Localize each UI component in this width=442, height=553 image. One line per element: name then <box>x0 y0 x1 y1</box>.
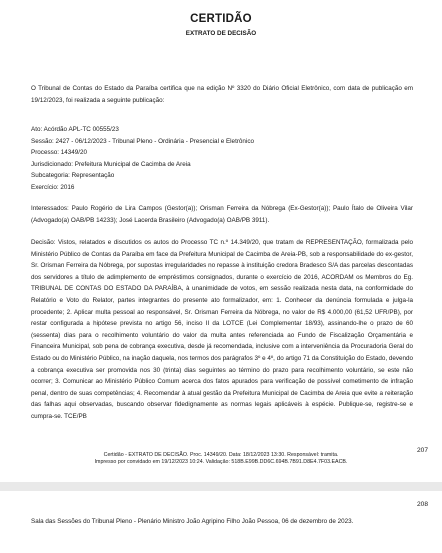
detail-process: Processo: 14349/20 <box>31 149 88 157</box>
decision-text: Decisão: Vistos, relatados e discutidos os autos do Processo TC n.º 14.349/20, que tratam de REPRESENTAÇÃO, formalizada pelo Ministério Público de Contas da Paraíba em face da Prefeitura Municipal de Cacimba de Areia-PB, sob a responsabilidade do ex-gestor, Sr. Orisman Ferreira da Nóbrega, por supostas irregularidades no repasse à instituição credora Bradesco S/A das parcelas descontadas dos servidores a título de adimplemento de empréstimos consignados, durante o exercício de 2016, ACORDAM os Membros do Eg. TRIBUNAL DE CONTAS DO ESTADO DA PARAÍBA, à unanimidade de votos, em sessão realizada nesta data, na conformidade do Relatório e Voto do Relator, partes integrantes do presente ato formalizador, em: 1. Conhecer da denúncia formulada e julga-la procedente; 2. Aplicar multa pessoal ao responsável, Sr. Orisman Ferreira da Nóbrega, no valor de R$ 4.000,00 (61,52 UFR/PB), por restar configurada a hipótese prevista no artigo 56, inciso II da LOTCE (Lei Complementar 18/93), assinando-lhe o prazo de 60 (sessenta) dias para o recolhimento voluntário do valor da multa antes referenciada ao Fundo de Fiscalização Orçamentária e Financeira Municipal, sob pena de cobrança executiva, desde já recomendada, inclusive com a interveniência da Procuradoria Geral do Estado ou do Ministério Público, na inação daquela, nos termos dos parágrafos 3º e 4º, do artigo 71 da Constituição do Estado, devendo a cobrança executiva ser promovida nos 30 (trinta) dias seguintes ao término do prazo para recolhimento voluntário, se este não ocorrer; 3. Comunicar ao Ministério Público Comum acerca dos fatos apurados para verificação de possível cometimento de infração penal, dentro de suas competências; 4. Recomendar à atual gestão da Prefeitura Municipal de Cacimba de Areia que evite a reiteração das falhas aqui observadas, buscando observar fidedignamente as normas legais aplicáveis à espécie. Publique-se, registre-se e cumpra-se. TCE/PB <box>31 239 413 420</box>
closing-paragraph <box>31 516 413 527</box>
intro-text: O Tribunal de Contas do Estado da Paraíba certifica que na edição Nº 3320 do Diário Oficial Eletrônico, com data de publicação em 19/12/2023, foi realizada a seguinte publicação: <box>31 85 413 104</box>
footer-validation-line: Impresso por convidado em 19/12/2023 10:24. Validação: 518B.E99B.DD6C.694B.7B91.D8E4.7F03.EACB. <box>94 459 348 465</box>
detail-session: Sessão: 2427 - 06/12/2023 - Tribunal Pleno - Ordinária - Presencial e Eletrônico <box>31 137 254 145</box>
closing-text: Sala das Sessões do Tribunal Pleno - Plenário Ministro João Agripino Filho João Pessoa, 06 de dezembro de 2023. <box>31 518 354 525</box>
interested-text: Interessados: Paulo Rogério de Lira Campos (Gestor(a)); Orisman Ferreira da Nóbrega (Ex-Gestor(a)); Paulo Ítalo de Oliveira Vilar (Advogado(a) OAB/PB 14233); José Lacerda Brasileiro (Advogado(a) OAB/PB 3911). <box>31 205 413 224</box>
document-title: CERTIDÃO <box>190 13 252 25</box>
intro-paragraph <box>31 83 413 106</box>
detail-fiscal-year: Exercício: 2016 <box>31 183 75 191</box>
page-number: 207 <box>417 447 429 454</box>
footer-certificate-line: Certidão - EXTRATO DE DECISÃO. Proc. 14349/20. Data: 18/12/2023 13:30. Responsável: tramita. <box>103 452 339 458</box>
detail-act: Ato: Acórdão APL-TC 00555/23 <box>31 126 119 133</box>
interested-parties <box>31 203 413 226</box>
detail-jurisdiction: Jurisdicionado: Prefeitura Municipal de Cacimba de Areia <box>31 160 191 168</box>
detail-subcategory: Subcategoria: Representação <box>31 172 115 180</box>
validation-footer <box>0 452 442 466</box>
page-number-next: 208 <box>417 501 429 508</box>
act-details <box>31 124 413 194</box>
decision-paragraph <box>31 237 413 423</box>
document-subtitle: EXTRATO DE DECISÃO <box>185 30 257 37</box>
